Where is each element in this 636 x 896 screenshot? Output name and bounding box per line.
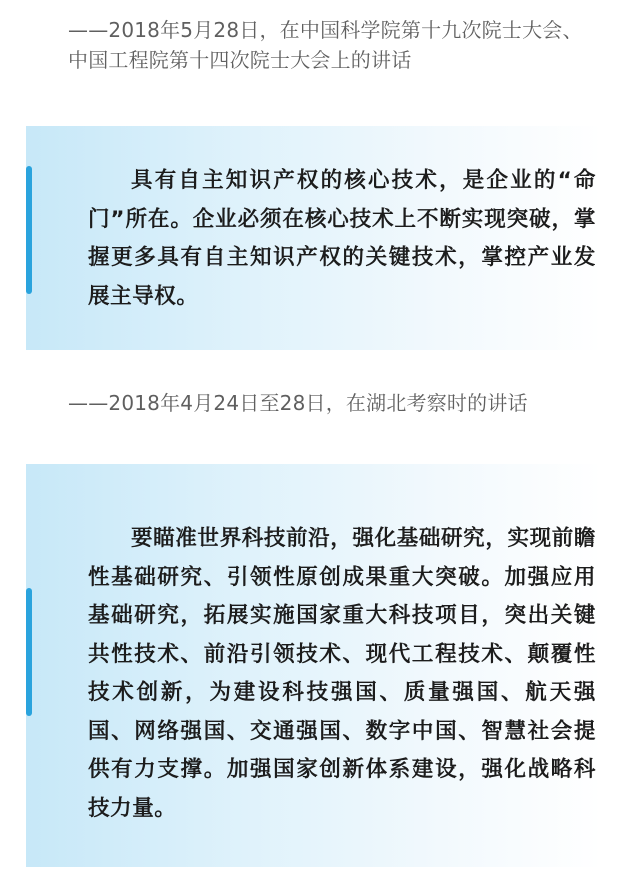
quote-text-1: 具有自主知识产权的核心技术，是企业的“命门”所在。企业必须在核心技术上不断实现突破，掌握更多具有自主知识产权的关键技术，掌控产业发展主导权。 — [88, 168, 596, 309]
quote-text-2: 要瞄准世界科技前沿，强化基础研究，实现前瞻性基础研究、引领性原创成果重大突破。加强应用基础研究，拓展实施国家重大科技项目，突出关键共性技术、前沿引领技术、现代工程技术、颠覆性技术创新，为建设科技强国、质量强国、航天强国、网络强国、交通强国、数字中国、智慧社会提供有力支撑。加强国家创新体系建设，强化战略科技力量。 — [88, 526, 596, 821]
quote-card-1 — [26, 126, 602, 350]
quote-card-2 — [26, 464, 602, 867]
quote-accent-bar — [26, 588, 32, 716]
speech-source-1: ——2018年5月28日，在中国科学院第十九次院士大会、中国工程院第十四次院士大会上的讲话 — [68, 18, 583, 72]
speech-source-2: ——2018年4月24日至28日，在湖北考察时的讲话 — [68, 391, 528, 415]
quote-accent-bar — [26, 166, 32, 294]
